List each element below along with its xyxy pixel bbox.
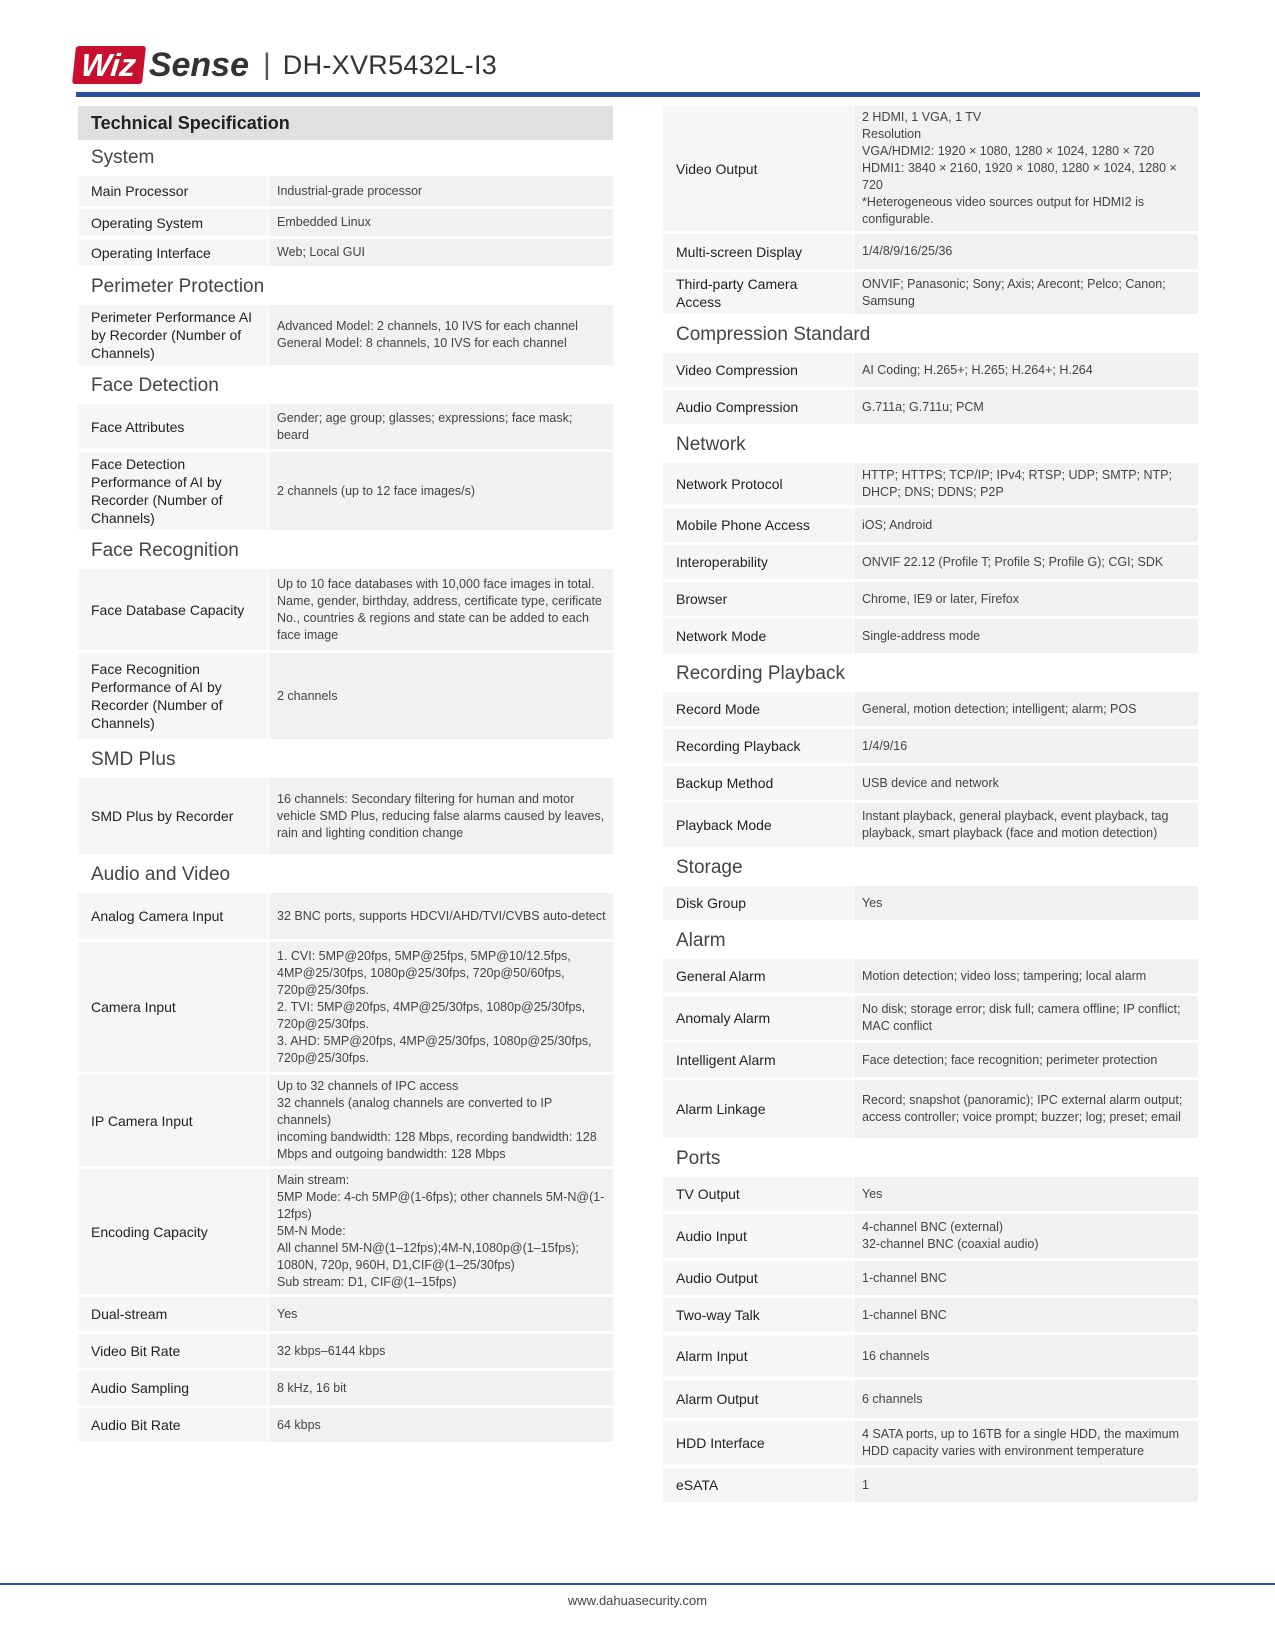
spec-row	[663, 463, 1198, 505]
footer-url: www.dahuasecurity.com	[567, 1593, 708, 1608]
spec-label: Playback Mode	[663, 803, 853, 847]
spec-label: Network Mode	[663, 619, 853, 653]
spec-row	[663, 1468, 1198, 1502]
spec-value: Gender; age group; glasses; expressions; face mask; beard	[269, 404, 613, 449]
spec-row	[663, 582, 1198, 616]
spec-row	[663, 959, 1198, 993]
spec-label: Third-party Camera Access	[663, 272, 853, 314]
spec-row	[78, 1334, 613, 1368]
spec-label: Audio Input	[663, 1214, 853, 1258]
spec-row	[663, 766, 1198, 800]
spec-label: Alarm Output	[663, 1380, 853, 1418]
spec-label: Disk Group	[663, 886, 853, 920]
spec-row	[663, 692, 1198, 726]
spec-row	[663, 729, 1198, 763]
spec-label: Analog Camera Input	[78, 893, 268, 939]
spec-label: Video Bit Rate	[78, 1334, 268, 1368]
spec-row	[663, 886, 1198, 920]
spec-label: eSATA	[663, 1468, 853, 1502]
spec-value: 1/4/9/16	[854, 729, 1198, 763]
spec-value: Up to 10 face databases with 10,000 face images in total. Name, gender, birthday, address, certificate type, cerificate No., countries & regions and state can be added to each face image	[269, 569, 613, 650]
spec-value: HTTP; HTTPS; TCP/IP; IPv4; RTSP; UDP; SMTP; NTP; DHCP; DNS; DDNS; P2P	[854, 463, 1198, 505]
spec-label: Face Recognition Performance of AI by Recorder (Number of Channels)	[78, 653, 268, 739]
spec-value: 6 channels	[854, 1380, 1198, 1418]
spec-value: Advanced Model: 2 channels, 10 IVS for each channel General Model: 8 channels, 10 IVS for each channel	[269, 305, 613, 365]
spec-row	[663, 1261, 1198, 1295]
spec-label: Alarm Linkage	[663, 1080, 853, 1138]
spec-value: Yes	[854, 886, 1198, 920]
logo-wiz: Wiz	[72, 46, 146, 84]
section-title: Perimeter Protection	[91, 276, 265, 297]
spec-label: Intelligent Alarm	[663, 1043, 853, 1077]
spec-row	[78, 239, 613, 266]
spec-label: Multi-screen Display	[663, 234, 853, 269]
spec-row	[663, 390, 1198, 424]
spec-label: Browser	[663, 582, 853, 616]
spec-row	[663, 272, 1198, 314]
spec-label: Face Detection Performance of AI by Recorder (Number of Channels)	[78, 452, 268, 530]
spec-value: Single-address mode	[854, 619, 1198, 653]
section-title: Ports	[676, 1148, 721, 1169]
spec-value: iOS; Android	[854, 508, 1198, 542]
spec-row	[78, 893, 613, 939]
spec-label: Camera Input	[78, 942, 268, 1072]
right-sections	[663, 317, 1198, 1502]
spec-value: 16 channels	[854, 1335, 1198, 1377]
spec-value: Record; snapshot (panoramic); IPC external alarm output; access controller; voice prompt; buzzer; log; preset; email	[854, 1080, 1198, 1138]
left-column	[78, 106, 613, 1445]
spec-value: 1/4/8/9/16/25/36	[854, 234, 1198, 269]
section-title: Compression Standard	[676, 324, 871, 345]
spec-row	[78, 1169, 613, 1294]
section-title: Network	[676, 434, 746, 455]
model-number: DH-XVR5432L-I3	[282, 49, 498, 80]
spec-label: Alarm Input	[663, 1335, 853, 1377]
spec-row	[663, 1080, 1198, 1138]
section-title: Recording Playback	[676, 663, 845, 684]
spec-value: Yes	[854, 1177, 1198, 1211]
spec-label: Perimeter Performance AI by Recorder (Number of Channels)	[78, 305, 268, 365]
spec-label: Audio Sampling	[78, 1371, 268, 1405]
spec-value: 1-channel BNC	[854, 1261, 1198, 1295]
spec-label: Two-way Talk	[663, 1298, 853, 1332]
spec-row	[78, 1297, 613, 1331]
spec-row	[663, 353, 1198, 387]
spec-label: Encoding Capacity	[78, 1169, 268, 1294]
spec-label: SMD Plus by Recorder	[78, 778, 268, 854]
technical-specification-heading: Technical Specification	[78, 106, 613, 140]
spec-row	[78, 1371, 613, 1405]
spec-label: Network Protocol	[663, 463, 853, 505]
spec-value: General, motion detection; intelligent; alarm; POS	[854, 692, 1198, 726]
spec-row	[78, 452, 613, 530]
spec-value: USB device and network	[854, 766, 1198, 800]
spec-value: 2 channels	[269, 653, 613, 739]
spec-value: 32 kbps–6144 kbps	[269, 1334, 613, 1368]
spec-value: G.711a; G.711u; PCM	[854, 390, 1198, 424]
spec-label: Recording Playback	[663, 729, 853, 763]
spec-label: Audio Bit Rate	[78, 1408, 268, 1442]
spec-row	[78, 404, 613, 449]
logo-sense: Sense	[148, 45, 249, 84]
spec-label: Mobile Phone Access	[663, 508, 853, 542]
spec-row	[663, 1177, 1198, 1211]
spec-value: Embedded Linux	[269, 209, 613, 236]
spec-value: 2 channels (up to 12 face images/s)	[269, 452, 613, 530]
spec-label: Audio Compression	[663, 390, 853, 424]
spec-row	[78, 569, 613, 650]
section-title: Storage	[676, 857, 743, 878]
spec-value: 2 HDMI, 1 VGA, 1 TV Resolution VGA/HDMI2: 1920 × 1080, 1280 × 1024, 1280 × 720 HDMI1: 3840 × 2160, 1920 × 1080, 1280 × 1024, 1280 × 720 *Heterogeneous video sources output for HDMI2 is configurable.	[854, 106, 1198, 231]
spec-row	[663, 545, 1198, 579]
spec-value: Yes	[269, 1297, 613, 1331]
section-title: SMD Plus	[91, 749, 176, 770]
spec-row	[663, 1335, 1198, 1377]
spec-label: General Alarm	[663, 959, 853, 993]
spec-row	[663, 1298, 1198, 1332]
spec-value: Instant playback, general playback, event playback, tag playback, smart playback (face and motion detection)	[854, 803, 1198, 847]
spec-value: 1. CVI: 5MP@20fps, 5MP@25fps, 5MP@10/12.5fps, 4MP@25/30fps, 1080p@25/30fps, 720p@50/60fps, 720p@25/30fps. 2. TVI: 5MP@20fps, 4MP@25/30fps, 1080p@25/30fps, 720p@25/30fps. 3. AHD: 5MP@20fps, 4MP@25/30fps, 1080p@25/30fps, 720p@25/30fps.	[269, 942, 613, 1072]
spec-value: AI Coding; H.265+; H.265; H.264+; H.264	[854, 353, 1198, 387]
section-title: Face Recognition	[91, 540, 239, 561]
left-sections	[78, 140, 613, 1442]
spec-value: Web; Local GUI	[269, 239, 613, 266]
spec-row	[78, 778, 613, 854]
spec-row	[663, 508, 1198, 542]
spec-label: Backup Method	[663, 766, 853, 800]
header-rule	[76, 92, 1200, 97]
section-title: Face Detection	[91, 375, 219, 396]
spec-label: Face Database Capacity	[78, 569, 268, 650]
header-separator: |	[263, 48, 271, 81]
spec-row	[663, 803, 1198, 847]
spec-row	[78, 653, 613, 739]
spec-label: Interoperability	[663, 545, 853, 579]
right-intro-rows	[663, 106, 1198, 314]
spec-label: Record Mode	[663, 692, 853, 726]
spec-row	[663, 234, 1198, 269]
spec-value: Industrial-grade processor	[269, 176, 613, 206]
spec-row	[78, 1075, 613, 1166]
spec-value: 8 kHz, 16 bit	[269, 1371, 613, 1405]
section-title: Audio and Video	[91, 864, 231, 885]
spec-value: 4 SATA ports, up to 16TB for a single HDD, the maximum HDD capacity varies with environment temperature	[854, 1421, 1198, 1465]
spec-row	[78, 1408, 613, 1442]
spec-row	[663, 996, 1198, 1040]
spec-row	[663, 1043, 1198, 1077]
section-title: Alarm	[676, 930, 726, 951]
spec-row	[663, 1214, 1198, 1258]
spec-value: 4-channel BNC (external) 32-channel BNC (coaxial audio)	[854, 1214, 1198, 1258]
spec-row	[663, 1421, 1198, 1465]
spec-label: TV Output	[663, 1177, 853, 1211]
spec-row	[78, 176, 613, 206]
right-column	[663, 106, 1198, 1505]
spec-label: Video Output	[663, 106, 853, 231]
spec-value: Chrome, IE9 or later, Firefox	[854, 582, 1198, 616]
spec-value: Face detection; face recognition; perimeter protection	[854, 1043, 1198, 1077]
spec-value: 64 kbps	[269, 1408, 613, 1442]
spec-label: Video Compression	[663, 353, 853, 387]
spec-row	[663, 106, 1198, 231]
wizsense-logo	[74, 44, 249, 86]
spec-value: 1	[854, 1468, 1198, 1502]
spec-value: Up to 32 channels of IPC access 32 channels (analog channels are converted to IP channels) incoming bandwidth: 128 Mbps, recording bandwidth: 128 Mbps and outgoing bandwidth: 128 Mbps	[269, 1075, 613, 1166]
spec-label: Dual-stream	[78, 1297, 268, 1331]
spec-row	[663, 1380, 1198, 1418]
spec-label: HDD Interface	[663, 1421, 853, 1465]
spec-label: Audio Output	[663, 1261, 853, 1295]
spec-value: ONVIF; Panasonic; Sony; Axis; Arecont; Pelco; Canon; Samsung	[854, 272, 1198, 314]
spec-value: Main stream: 5MP Mode: 4-ch 5MP@(1-6fps); other channels 5M-N@(1-12fps) 5M-N Mode: All channel 5M-N@(1–12fps);4M-N,1080p@(1–15fps); 1080N, 720p, 960H, D1,CIF@(1–25/30fps) Sub stream: D1, CIF@(1–15fps)	[269, 1169, 613, 1294]
spec-label: Face Attributes	[78, 404, 268, 449]
footer-rule	[0, 1583, 1275, 1585]
spec-row	[78, 942, 613, 1072]
spec-label: Operating Interface	[78, 239, 268, 266]
spec-row	[78, 305, 613, 365]
spec-label: Main Processor	[78, 176, 268, 206]
spec-value: Motion detection; video loss; tampering; local alarm	[854, 959, 1198, 993]
spec-row	[663, 619, 1198, 653]
page-header	[74, 40, 497, 90]
spec-value: 16 channels: Secondary filtering for human and motor vehicle SMD Plus, reducing false alarms caused by leaves, rain and lighting condition change	[269, 778, 613, 854]
section-title: System	[91, 147, 155, 168]
spec-value: No disk; storage error; disk full; camera offline; IP conflict; MAC conflict	[854, 996, 1198, 1040]
spec-value: 32 BNC ports, supports HDCVI/AHD/TVI/CVBS auto-detect	[269, 893, 613, 939]
spec-value: 1-channel BNC	[854, 1298, 1198, 1332]
spec-label: IP Camera Input	[78, 1075, 268, 1166]
spec-label: Operating System	[78, 209, 268, 236]
spec-row	[78, 209, 613, 236]
spec-label: Anomaly Alarm	[663, 996, 853, 1040]
spec-value: ONVIF 22.12 (Profile T; Profile S; Profile G); CGI; SDK	[854, 545, 1198, 579]
